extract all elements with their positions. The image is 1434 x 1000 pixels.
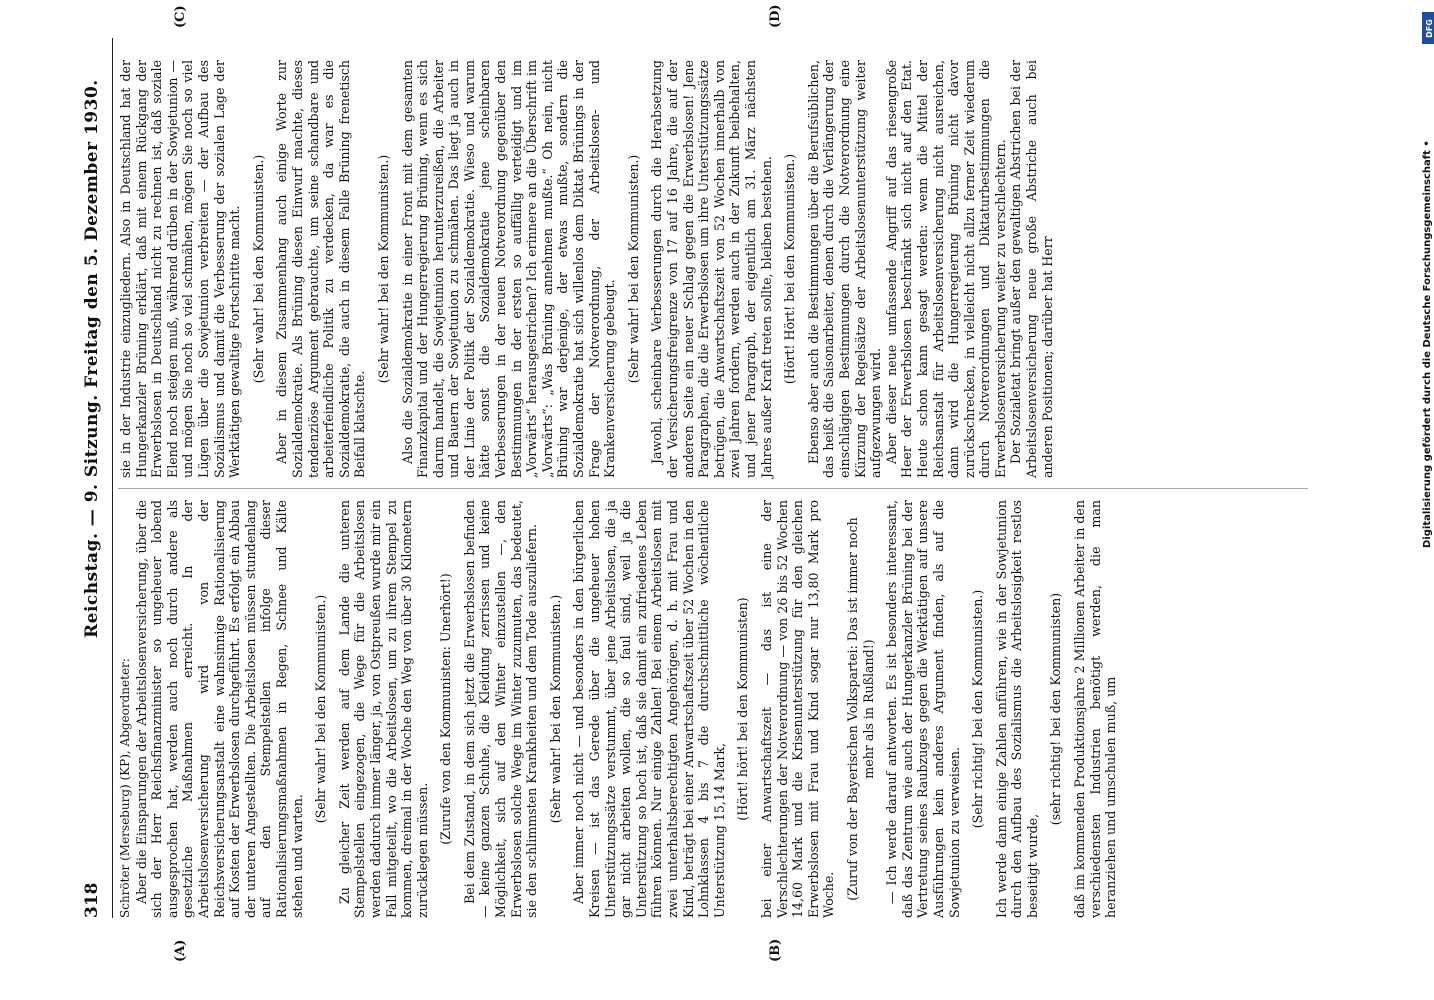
margin-marker-d: (D) <box>768 4 783 28</box>
paragraph: sie in der Industrie einzugliedern. Also in Deutschland hat der Hungerkanzler Brüning erklärt, daß mit einem Rückgang der Erwerbslosen in Deutschland nicht zu rechnen ist, daß soziale Elend noch steigen muß, während drüben in der Sowjetunion — und mögen Sie noch so viel schmähen, mögen Sie noch so viel Lügen über die Sowjetunion verbreiten — der Aufbau des Sozialismus und damit die Verbesserung der sozialen Lage der Werktätigen gewaltige Fortschritte macht. <box>118 60 243 478</box>
document-page <box>78 4 1318 962</box>
margin-marker-b: (B) <box>768 938 783 962</box>
interjection: (Sehr wahr! bei den Kommunisten.) <box>313 594 329 824</box>
interjection: (Hört! Hört! bei den Kommunisten.) <box>782 153 798 385</box>
digitization-sidebar <box>1422 8 1434 988</box>
interjection: (Sehr wahr! bei den Kommunisten.) <box>547 594 563 824</box>
paragraph: Ebenso aber auch die Bestimmungen über die Berufsüblichen, das heißt die Saisonarbeiter, denen durch die Verlängerung der einschlägigen Bestimmungen durch die Notverordnung eine Kürzung der Regelsätze der Arbeitslosenunterstützung weiter aufgezwungen wird. <box>805 60 884 478</box>
paragraph: Aber die Einsparungen der Arbeitslosenversicherung, über die sich der Herr Reichsfinanzminister so ungeheuer lobend ausgesprochen hat, werden auch noch durch andere als gesetzliche Maßnahmen erreicht. In der Arbeitslosenversicherung wird von der Reichsversicherungsanstalt eine wahnsinnige Rationalisierung auf Kosten der Erwerbslosen durchgeführt. Es erfolgt ein Abbau der unteren Angestellten. Die Arbeitslosen müssen stundenlang auf den Stempelstellen infolge dieser Rationalisierungsmaßnahmen in Regen, Schnee und Kälte stehen und warten. <box>133 500 305 918</box>
paragraph: Aber dieser neue umfassende Angriff auf das riesengroße Heer der Erwerbslosen beschränkt sich nicht auf den Etat. Heute schon kann gesagt werden: wenn die Mittel der Reichsanstalt für Arbeitslosenversicherung nicht ausreichen, dann wird die Hungerregierung Brüning nicht davor zurückschrecken, in vielleicht nicht allzu ferner Zeit wiederum durch Notverordnungen und Diktaturbestimmungen die Erwerbslosenversicherung weiter zu verschlechtern. <box>883 60 1008 478</box>
digitization-credit: Digitalisierung gefördert durch die Deutsche Forschungsgemeinschaft • <box>1422 140 1433 548</box>
interjection: (Sehr richtig! bei den Kommunisten.) <box>970 589 986 829</box>
dfg-logo: DFG <box>1422 12 1434 44</box>
page-header <box>78 38 113 918</box>
paragraph: Aber in diesem Zusammenhang auch einige Worte zur Sozialdemokratie. Als Brüning diesen Einwurf machte, dieses tendenziöse Argument gebrauchte, um seine schandbare und arbeiterfeindliche Politik zu verdecken, da war es die Sozialdemokratie, die auch in diesem Falle Brüning frenetisch Beifall klatschte. <box>274 60 368 478</box>
paragraph: daß im kommenden Produktionsjahre 2 Millionen Arbeiter in den verschiedensten Industrien benötigt werden, die man heranziehen und umschulen muß, um <box>1072 500 1119 918</box>
right-column <box>118 60 1055 478</box>
paragraph: Zu gleicher Zeit werden auf dem Lande die unteren Stempelstellen eingezogen, die Wege für die Arbeitslosen werden dadurch immer länger, ja, von Ostpreußen wurde mir ein Fall mitgeteilt, wo die Arbeitslosen, um zu ihrem Stempel zu kommen, dreimal in der Woche den Weg von über 30 Kilometern zurücklegen müssen. <box>336 500 430 918</box>
paragraph: Der Sozialetat bringt außer den gewaltigen Abstrichen bei der Arbeitslosenversicherung neue große Abstriche auch bei anderen Positionen; darüber hat Herr <box>1008 60 1055 478</box>
margin-marker-c: (C) <box>173 5 188 28</box>
interjection: (Sehr wahr! bei den Kommunisten.) <box>625 154 641 384</box>
paragraph: — Ich werde darauf antworten. Es ist besonders interessant, daß das Zentrum wie auch der Hungerkanzler Brüning bei der Vertretung seines Raubzuges gegen die Werktätigen auf unsere Ausführungen kein anderes Argument finden, als auf die Sowjetunion zu verweisen. <box>884 500 962 918</box>
paragraph: Bei dem Zustand, in dem sich jetzt die Erwerbslosen befinden — keine ganzen Schuhe, die Kleidung zerrissen und keine Möglichkeit, sich auf den Winter einzustellen —, den Erwerbslosen solche Wege im Winter zuzumuten, das bedeutet, sie den schlimmsten Krankheiten und dem Tode auszuliefern. <box>461 500 540 918</box>
column-divider <box>118 488 1308 489</box>
paragraph: Jawohl, scheinbare Verbesserungen durch die Herabsetzung der Versicherungsfreigrenze von 17 auf 16 Jahre, die auf der anderen Seite ein neuer Schlag gegen die Erwerbslosen! Jene Paragraphen, die die Erwerbslosen um ihre Unterstützungssätze betrügen, die Anwartschaftszeit von 52 Wochen innerhalb von zwei Jahren fordern, werden auch in der Zukunft beibehalten, und jener Paragraph, der eigentlich am 31. März nächsten Jahres außer Kraft treten sollte, bleiben bestehen. <box>649 60 774 478</box>
margin-marker-a: (A) <box>173 939 188 962</box>
interjection: (Sehr wahr! bei den Kommunisten.) <box>250 154 266 384</box>
paragraph: Also die Sozialdemokratie in einer Front mit dem gesamten Finanzkapital und der Hungerregierung Brüning, wenn es sich darum handelt, die Sowjetunion herunterzureißen, die Arbeiter und Bauern der Sowjetunion zu schmähen. Das liegt ja auch in der Linie der Politik der Sozialdemokratie. Wieso und warum hätte sonst die Sozialdemokratie jene scheinbaren Verbesserungen in der neuen Notverordnung gegenüber den Bestimmungen in der ersten so auffällig verteidigt und im „Vorwärts“ herausgestrichen? Ich erinnere an die Überschrift im „Vorwärts“: „Was Brüning annehmen mußte.“ Oh nein, nicht Brüning war derjenige, der etwas mußte, sondern die Sozialdemokratie hat sich willenlos dem Diktat Brünings in der Frage der Notverordnung, der Arbeitslosen- und Krankenversicherung gebeugt. <box>399 60 618 478</box>
paragraph: bei einer Anwartschaftszeit — das ist eine der Verschlechterungen der Notverordnung — von 26 bis 52 Wochen 14,60 Mark und die Krisenunterstützung für den gleichen Erwerbslosen mit Frau und Kind sogar nur 13,80 Mark pro Woche. <box>758 500 837 918</box>
left-column <box>118 500 1119 918</box>
speaker-line: Schröter (Merseburg) (KP), Abgeordneter: <box>118 658 132 918</box>
interjection: (Hört! hört! bei den Kommunisten) <box>735 597 751 821</box>
interjection: (sehr richtig! bei den Kommunisten) <box>1048 592 1064 826</box>
page-number: 318 <box>82 882 102 918</box>
interjection: (Zuruf von der Bayerischen Volkspartei: Das ist immer noch mehr als in Rußland!) <box>844 517 876 901</box>
interjection: (Zurufe von den Kommunisten: Unerhört!) <box>438 573 454 845</box>
interjection: (Sehr wahr! bei den Kommunisten.) <box>375 154 391 384</box>
paragraph: Aber immer noch nicht — und besonders in den bürgerlichen Kreisen — ist das Gerede über die ungeheuer hohen Unterstützungssätze verstummt, über jene Arbeitslosen, die ja gar nicht arbeiten wollen, die so faul sind, weil ja die Unterstützung so hoch ist, daß sie damit ein zufriedenes Leben führen können. Nur einige Zahlen! Bei einem Arbeitslosen mit zwei unterhaltsberechtigten Angehörigen, d. h. mit Frau und Kind, beträgt bei einer Anwartschaftszeit über 52 Wochen in den Lohnklassen 4 bis 7 die durchschnittliche wöchentliche Unterstützung 15,14 Mark, <box>571 500 727 918</box>
paragraph: Ich werde dann einige Zahlen anführen, wie in der Sowjetunion durch den Aufbau des Sozialismus die Arbeitslosigkeit restlos beseitigt wurde, <box>993 500 1040 918</box>
running-title: Reichstag. — 9. Sitzung. Freitag den 5. Dezember 1930. <box>82 79 102 638</box>
